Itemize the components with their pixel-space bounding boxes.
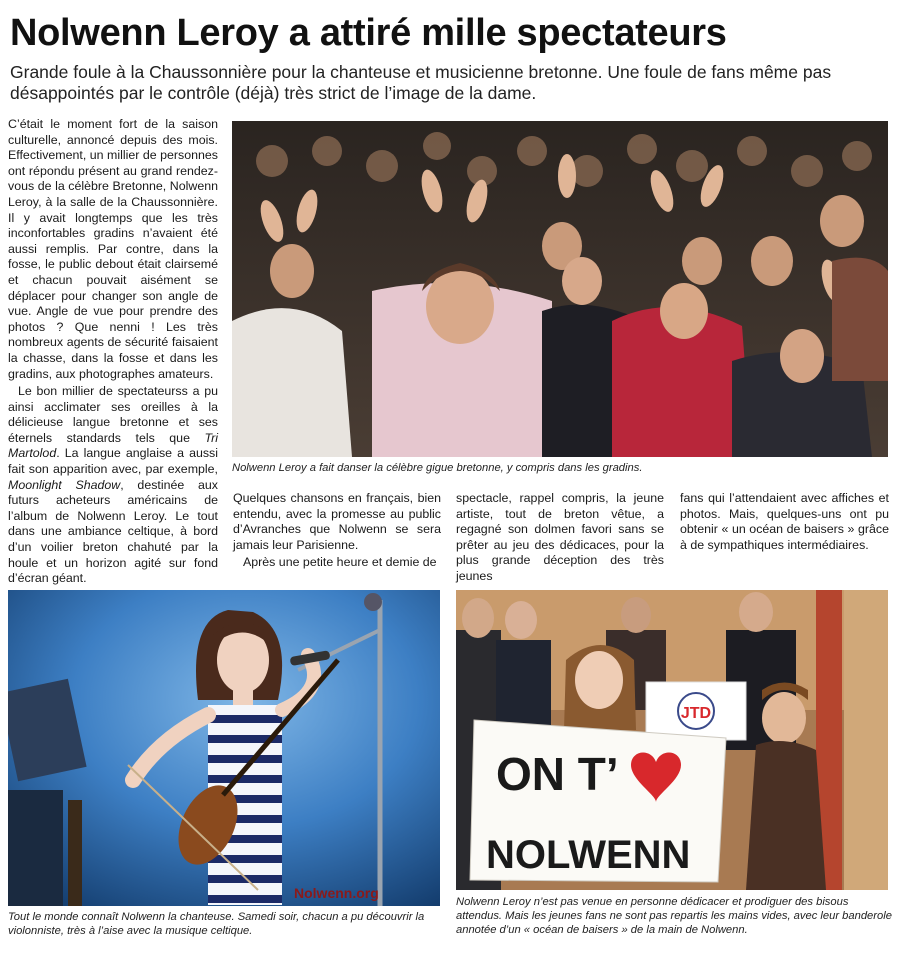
- text-run: . La langue anglaise a aussi fait son apparition avec, par exemple,: [8, 446, 218, 477]
- crowd-photo-caption: Nolwenn Leroy a fait danser la célèbre gigue bretonne, y compris dans les gradins.: [232, 462, 643, 474]
- banner-line-1: ON T’: [496, 748, 619, 800]
- article-standfirst: Grande foule à la Chaussonnière pour la chanteuse et musicienne bretonne. Une foule de fans même pas désappointés par le contrôle (déjà) très strict de l’image de la dame.: [10, 62, 832, 103]
- fans-banner-photo: [456, 590, 888, 890]
- text-run: , destinée aux futurs acheteurs américains de l’album de Nolwenn Leroy. Le tout dans une ambiance celtique, à bord d’un voilier breton chahuté par la houle et un horizon agité sur fond d’écran géant.: [8, 477, 218, 586]
- paragraph: Après une petite heure et demie de: [243, 555, 437, 570]
- watermark: Nolwenn.org: [294, 885, 379, 901]
- singer-photo-caption: Tout le monde connaît Nolwenn la chanteuse. Samedi soir, chacun a pu découvrir la violonniste, très à l’aise avec la musique celtique.: [8, 911, 425, 937]
- paragraph: spectacle, rappel compris, la jeune artiste, tout de breton vêtue, a regagné son dolmen favori sans se prêter au jeu des dédicaces, pour la plus grande déception des très jeunes: [456, 491, 664, 583]
- fans-banner-illustration: [456, 590, 888, 890]
- song-title: Moonlight Shadow: [8, 477, 121, 492]
- article-column-1: [8, 117, 218, 587]
- paragraph: [8, 384, 218, 587]
- fans-photo-caption: Nolwenn Leroy n’est pas venue en personne dédicacer et prodiguer des bisous attendus. Mais les jeunes fans ne sont pas repartis les mains vides, avec leur banderole annotée d’un « océan de baisers » de la main de Nolwenn.: [456, 896, 892, 936]
- singer-photo: [8, 590, 440, 906]
- article-headline: Nolwenn Leroy a attiré mille spectateurs: [10, 12, 727, 54]
- paragraph: fans qui l’attendaient avec affiches et photos. Mais, quelques-uns ont pu obtenir « un océan de baisers » grâce à de sympathiques intermédiaires.: [680, 491, 889, 552]
- text-run: Le bon millier de spectateurss a pu ainsi acclimater ses oreilles à la délicieuse langue bretonne et ses éternels standards tels que: [8, 384, 218, 445]
- song-title: Tri Martolod: [8, 430, 218, 461]
- singer-photo-illustration: [8, 590, 440, 906]
- paragraph: Quelques chansons en français, bien entendu, avec la promesse au public d’Avranches que Nolwenn se sera jamais leur Parisienne.: [233, 491, 441, 552]
- sign-text: JTD: [680, 705, 712, 722]
- crowd-photo: [232, 121, 888, 457]
- banner-line-2: NOLWENN: [486, 833, 691, 877]
- article-column-2: [233, 491, 441, 571]
- paragraph: C’était le moment fort de la saison culturelle, annoncé depuis des mois. Effectivement, un millier de personnes ont répondu présent au grand rendez-vous de la célèbre Bretonne, Nolwenn Leroy, à la salle de la Chaussonnière. Il y avait longtemps que les très inconfortables gradins n’avaient été aussi remplis. Par contre, dans la fosse, le public debout était clairsemé et chacun pouvait aisément se déplacer pour changer son angle de vue. Angle de vue pour prendre des photos ? Que nenni ! Les très nombreux agents de sécurité faisaient la chasse, dans la fosse et dans les gradins, aux photographes amateurs.: [8, 117, 218, 381]
- crowd-photo-illustration: [232, 121, 888, 457]
- article-column-3: [456, 491, 664, 585]
- article-column-4: [680, 491, 889, 553]
